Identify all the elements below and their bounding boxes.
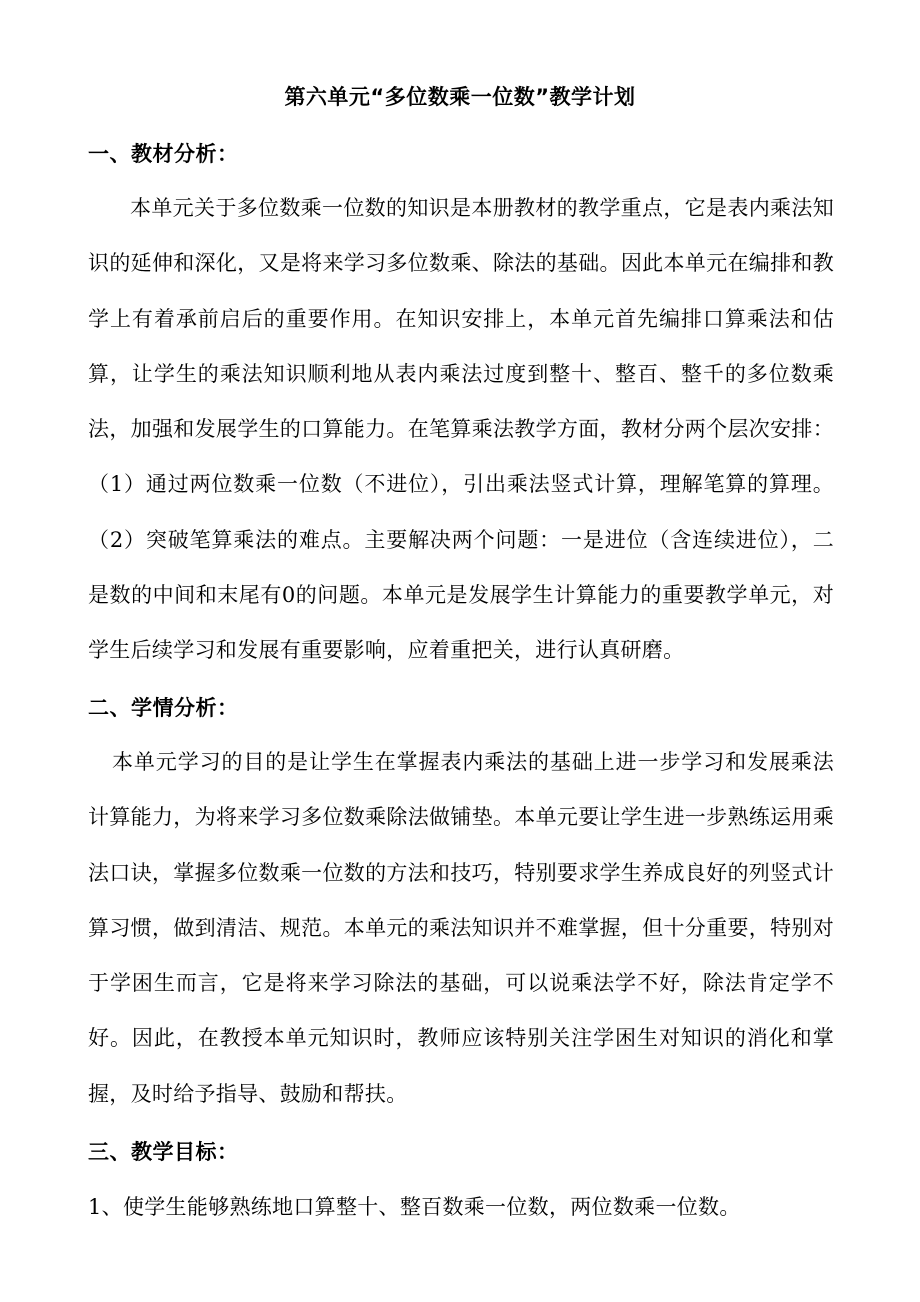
section-heading-student-analysis: 二、学情分析： bbox=[88, 696, 239, 720]
section-paragraph-material-analysis: 本单元关于多位数乘一位数的知识是本册教材的教学重点，它是表内乘法知识的延伸和深化，又是将来学习多位数乘、除法的基础。因此本单元在编排和教学上有着承前启后的重要作用。在知识安排上，本单元首先编排口算乘法和估算，让学生的乘法知识顺利地从表内乘法过度到整十、整百、整千的多位数乘法，加强和发展学生的口算能力。在笔算乘法教学方面，教材分两个层次安排：（1）通过两位数乘一位数（不进位），引出乘法竖式计算，理解笔算的算理。（2）突破笔算乘法的难点。主要解决两个问题：一是进位（含连续进位），二是数的中间和末尾有0的问题。本单元是发展学生计算能力的重要教学单元，对学生后续学习和发展有重要影响，应着重把关，进行认真研磨。 bbox=[88, 196, 834, 663]
section-heading-material-analysis: 一、教材分析： bbox=[88, 142, 239, 166]
document-title: 第六单元“多位数乘一位数”教学计划 bbox=[284, 85, 636, 109]
section-heading-teaching-goals: 三、教学目标： bbox=[88, 1140, 239, 1164]
section-paragraph-student-analysis: 本单元学习的目的是让学生在掌握表内乘法的基础上进一步学习和发展乘法计算能力，为将来学习多位数乘除法做铺垫。本单元要让学生进一步熟练运用乘法口诀，掌握多位数乘一位数的方法和技巧，特别要求学生养成良好的列竖式计算习惯，做到清洁、规范。本单元的乘法知识并不难掌握，但十分重要，特别对于学困生而言，它是将来学习除法的基础，可以说乘法学不好，除法肯定学不好。因此，在教授本单元知识时，教师应该特别关注学困生对知识的消化和掌握，及时给予指导、鼓励和帮扶。 bbox=[88, 750, 834, 1106]
list-item-teaching-goal-1: 1、使学生能够熟练地口算整十、整百数乘一位数，两位数乘一位数。 bbox=[88, 1195, 741, 1219]
